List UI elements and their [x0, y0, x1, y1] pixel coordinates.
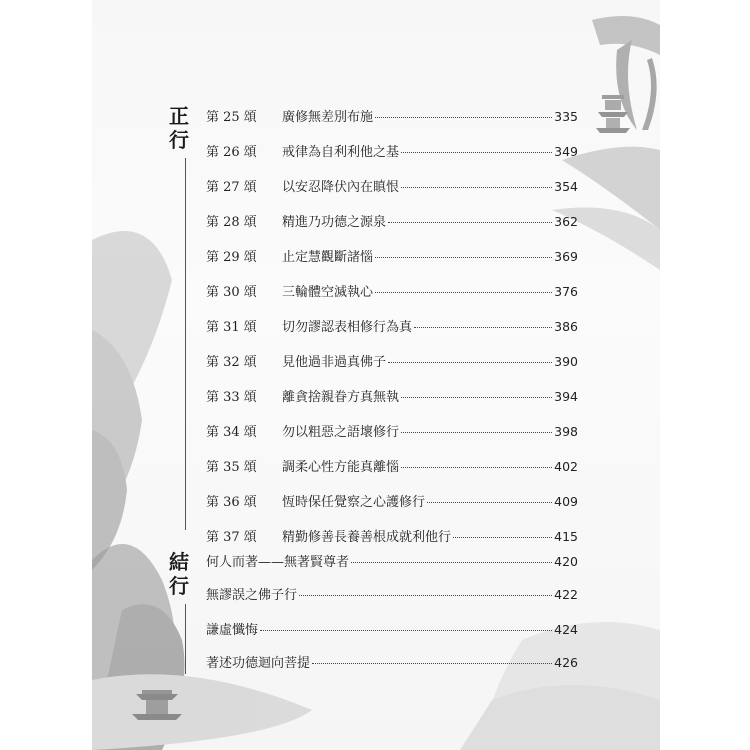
entry-title: 見他過非過真佛子	[282, 355, 387, 370]
section-label-main: 正行	[169, 104, 189, 152]
page-number: 398	[554, 424, 578, 439]
toc-entry[interactable]	[206, 351, 578, 373]
toc-entry[interactable]	[206, 176, 578, 198]
dot-leader	[388, 361, 552, 363]
page-number: 402	[554, 459, 578, 474]
page-number: 349	[554, 144, 578, 159]
verse-number: 第 30 頌	[206, 285, 257, 300]
toc-entry[interactable]	[206, 316, 578, 338]
verse-number: 第 31 頌	[206, 320, 257, 335]
page-number: 369	[554, 249, 578, 264]
verse-number: 第 29 頌	[206, 250, 257, 265]
toc-entry[interactable]	[206, 246, 578, 268]
toc-entry[interactable]	[206, 456, 578, 478]
dot-leader	[375, 256, 552, 258]
entry-title: 恆時保任覺察之心護修行	[282, 495, 426, 510]
entry-title: 著述功德迴向菩提	[206, 656, 311, 671]
page-number: 390	[554, 354, 578, 369]
toc-entry[interactable]	[206, 281, 578, 303]
verse-number: 第 35 頌	[206, 460, 257, 475]
entry-title: 止定慧觀斷諸惱	[282, 250, 374, 265]
page-number: 426	[554, 655, 578, 670]
section-label-conclusion: 結行	[169, 550, 189, 598]
entry-title: 切勿謬認表相修行為真	[282, 320, 413, 335]
entry-title: 廣修無差別布施	[282, 110, 374, 125]
dot-leader	[427, 501, 552, 503]
dot-leader	[375, 116, 552, 118]
dot-leader	[401, 186, 552, 188]
entry-title: 三輪體空滅執心	[282, 285, 374, 300]
verse-number: 第 25 頌	[206, 110, 257, 125]
toc-entry[interactable]	[206, 551, 578, 573]
page-number: 335	[554, 109, 578, 124]
dot-leader	[401, 431, 552, 433]
entry-title: 何人而著——無著賢尊者	[206, 555, 350, 570]
verse-number: 第 32 頌	[206, 355, 257, 370]
toc-entry[interactable]	[206, 211, 578, 233]
page-number: 376	[554, 284, 578, 299]
section-divider-main	[185, 158, 186, 530]
toc-entry[interactable]	[206, 491, 578, 513]
page-number: 354	[554, 179, 578, 194]
verse-number: 第 33 頌	[206, 390, 257, 405]
entry-title: 精勤修善長養善根成就利他行	[282, 530, 452, 545]
verse-number: 第 37 頌	[206, 530, 257, 545]
section-divider-conclusion	[185, 604, 186, 674]
dot-leader	[351, 561, 552, 563]
dot-leader	[453, 536, 552, 538]
toc-entry[interactable]	[206, 141, 578, 163]
dot-leader	[401, 396, 552, 398]
entry-title: 調柔心性方能真離惱	[282, 460, 400, 475]
toc-entry[interactable]	[206, 106, 578, 128]
entry-title: 以安忍降伏內在瞋恨	[282, 180, 400, 195]
dot-leader	[401, 151, 552, 153]
entry-title: 精進乃功德之源泉	[282, 215, 387, 230]
page-number: 386	[554, 319, 578, 334]
entry-title: 離貪捨親眷方真無執	[282, 390, 400, 405]
dot-leader	[414, 326, 552, 328]
verse-number: 第 26 頌	[206, 145, 257, 160]
entry-title: 勿以粗惡之語壞修行	[282, 425, 400, 440]
page-number: 424	[554, 622, 578, 637]
dot-leader	[312, 662, 552, 664]
verse-number: 第 27 頌	[206, 180, 257, 195]
toc-entry[interactable]	[206, 619, 578, 641]
dot-leader	[299, 594, 552, 596]
dot-leader	[375, 291, 552, 293]
page-number: 362	[554, 214, 578, 229]
dot-leader	[260, 629, 552, 631]
dot-leader	[388, 221, 552, 223]
verse-number: 第 28 頌	[206, 215, 257, 230]
page-number: 415	[554, 529, 578, 544]
entry-title: 謙虛懺悔	[206, 623, 259, 638]
entry-title: 戒律為自利利他之基	[282, 145, 400, 160]
toc-entry[interactable]	[206, 652, 578, 674]
page-number: 409	[554, 494, 578, 509]
entry-title: 無謬誤之佛子行	[206, 588, 298, 603]
verse-number: 第 34 頌	[206, 425, 257, 440]
page-number: 394	[554, 389, 578, 404]
page-number: 422	[554, 587, 578, 602]
toc-entry[interactable]	[206, 526, 578, 548]
toc-entry[interactable]	[206, 584, 578, 606]
toc-entry[interactable]	[206, 421, 578, 443]
page-number: 420	[554, 554, 578, 569]
verse-number: 第 36 頌	[206, 495, 257, 510]
dot-leader	[401, 466, 552, 468]
toc-entry[interactable]	[206, 386, 578, 408]
